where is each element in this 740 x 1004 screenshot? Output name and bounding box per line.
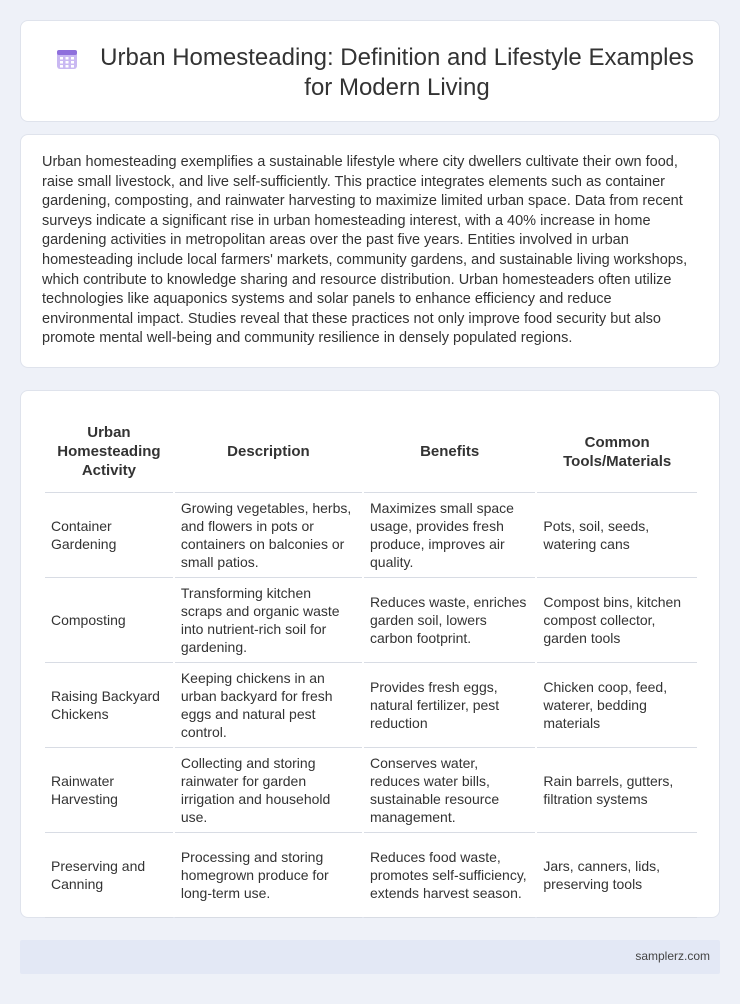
table-row [45, 578, 697, 663]
activity-cell: Preserving and Canning [45, 833, 173, 918]
table-row [45, 748, 697, 833]
activity-cell: Raising Backyard Chickens [45, 663, 173, 748]
activity-cell: Composting [45, 578, 173, 663]
footer-bar [20, 940, 720, 974]
column-header-tools: Common Tools/Materials [537, 411, 697, 493]
tools-cell: Compost bins, kitchen compost collector, garden tools [537, 578, 697, 663]
table-row [45, 833, 697, 918]
benefits-cell: Reduces waste, enriches garden soil, lowers carbon footprint. [364, 578, 535, 663]
column-header-benefits: Benefits [364, 411, 535, 493]
column-header-description: Description [175, 411, 362, 493]
description-cell: Collecting and storing rainwater for garden irrigation and household use. [175, 748, 362, 833]
description-cell: Growing vegetables, herbs, and flowers in pots or containers on balconies or small patios. [175, 493, 362, 578]
benefits-cell: Maximizes small space usage, provides fresh produce, improves air quality. [364, 493, 535, 578]
tools-cell: Rain barrels, gutters, filtration systems [537, 748, 697, 833]
benefits-cell: Reduces food waste, promotes self-sufficiency, extends harvest season. [364, 833, 535, 918]
title-card [20, 20, 720, 122]
column-header-activity: Urban Homesteading Activity [45, 411, 173, 493]
benefits-cell: Provides fresh eggs, natural fertilizer, pest reduction [364, 663, 535, 748]
tools-cell: Chicken coop, feed, waterer, bedding materials [537, 663, 697, 748]
description-cell: Transforming kitchen scraps and organic waste into nutrient-rich soil for gardening. [175, 578, 362, 663]
intro-paragraph: Urban homesteading exemplifies a sustainable lifestyle where city dwellers cultivate their own food, raise small livestock, and live self-sufficiently. This practice integrates elements such as container gardening, composting, and rainwater harvesting to maximize limited urban space. Data from recent surveys indicate a significant rise in urban homesteading interest, with a 40% increase in home gardening activities in metropolitan areas over the past five years. Entities involved in urban homesteading include local farmers' markets, community gardens, and sustainable living workshops, which contribute to knowledge sharing and resource distribution. Urban homesteaders often utilize technologies like aquaponics systems and solar panels to enhance efficiency and reduce environmental impact. Studies reveal that these practices not only improve food security but also promote mental well-being and community resilience in densely populated regions. [42, 154, 688, 347]
table-row [45, 663, 697, 748]
description-cell: Processing and storing homegrown produce for long-term use. [175, 833, 362, 918]
intro-card [20, 134, 720, 368]
tools-cell: Pots, soil, seeds, watering cans [537, 493, 697, 578]
description-cell: Keeping chickens in an urban backyard for fresh eggs and natural pest control. [175, 663, 362, 748]
activity-cell: Container Gardening [45, 493, 173, 578]
tools-cell: Jars, canners, lids, preserving tools [537, 833, 697, 918]
calendar-icon [55, 47, 79, 71]
table-header-row [45, 411, 697, 493]
page-title: Urban Homesteading: Definition and Lifestyle Examples for Modern Living [100, 44, 694, 101]
footer-site-link[interactable]: samplerz.com [635, 949, 710, 963]
activities-table [43, 411, 699, 918]
table-row [45, 493, 697, 578]
table-card [20, 390, 720, 918]
activity-cell: Rainwater Harvesting [45, 748, 173, 833]
benefits-cell: Conserves water, reduces water bills, sustainable resource management. [364, 748, 535, 833]
